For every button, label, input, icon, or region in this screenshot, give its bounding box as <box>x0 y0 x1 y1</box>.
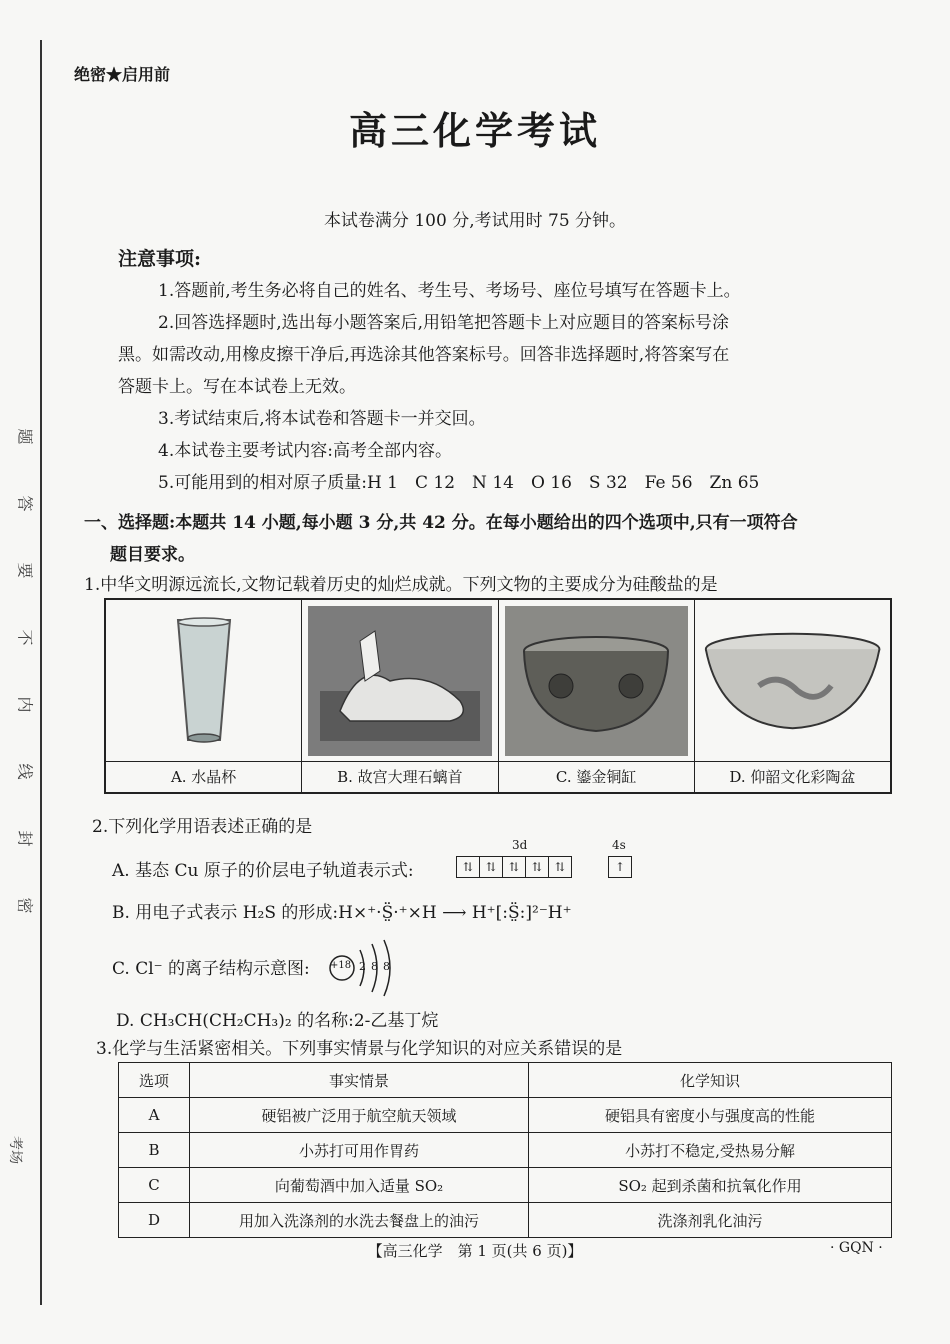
paper-code: · GQN · <box>830 1240 883 1256</box>
margin-char: 内 <box>15 696 35 713</box>
crystal-cup-image <box>112 606 295 756</box>
orbital-box: ↑ <box>608 856 632 878</box>
question-3-table <box>118 1062 892 1238</box>
question-2-option-b: B. 用电子式表示 H₂S 的形成:H×⁺·S̤̈·⁺×H ⟶ H⁺[:S̤̈:]²⁻H⁺ <box>112 903 572 923</box>
shell-count: 2 <box>359 960 366 973</box>
table-cell: 硬铝具有密度小与强度高的性能 <box>529 1098 892 1133</box>
table-cell: C <box>119 1168 190 1203</box>
table-cell: SO₂ 起到杀菌和抗氧化作用 <box>529 1168 892 1203</box>
notice-line: 4.本试卷主要考试内容:高考全部内容。 <box>158 441 452 461</box>
table-cell: 小苏打可用作胃药 <box>190 1133 529 1168</box>
table-cell: D <box>119 1203 190 1238</box>
notice-line: 黑。如需改动,用橡皮擦干净后,再选涂其他答案标号。回答非选择题时,将答案写在 <box>118 345 730 365</box>
margin-char: 答 <box>15 495 35 512</box>
notice-heading: 注意事项: <box>118 248 202 270</box>
orbital-box: ⇅ <box>479 856 503 878</box>
option-d-caption: D. 仰韶文化彩陶盆 <box>695 761 890 792</box>
table-cell: 用加入洗涤剂的水洗去餐盘上的油污 <box>190 1203 529 1238</box>
option-a-caption: A. 水晶杯 <box>106 761 301 792</box>
section-heading: 一、选择题:本题共 14 小题,每小题 3 分,共 42 分。在每小题给出的四个选项中,只有一项符合 <box>84 513 798 533</box>
marble-gargoyle-image <box>308 606 491 756</box>
orbital-4s-box <box>608 856 631 878</box>
question-2-option-c: C. Cl⁻ 的离子结构示意图: <box>112 959 310 979</box>
table-header-row <box>119 1063 892 1098</box>
notice-line: 3.考试结束后,将本试卷和答题卡一并交回。 <box>158 409 486 429</box>
margin-char: 题 <box>15 428 35 445</box>
orbital-3d-label: 3d <box>512 838 528 852</box>
orbital-box: ⇅ <box>525 856 549 878</box>
question-1-stem: 1.中华文明源远流长,文物记载着历史的灿烂成就。下列文物的主要成分为硅酸盐的是 <box>84 575 718 595</box>
exam-title: 高三化学考试 <box>348 108 601 153</box>
artifact-image-table <box>104 598 892 794</box>
table-header-cell: 化学知识 <box>529 1063 892 1098</box>
table-cell: 向葡萄酒中加入适量 SO₂ <box>190 1168 529 1203</box>
table-cell: 硬铝被广泛用于航空航天领域 <box>190 1098 529 1133</box>
shell-count: 8 <box>383 960 390 973</box>
margin-char: 封 <box>15 830 35 847</box>
orbital-box: ⇅ <box>502 856 526 878</box>
notice-line: 5.可能用到的相对原子质量:H 1 C 12 N 14 O 16 S 32 Fe 56 Zn 65 <box>158 473 760 493</box>
table-row <box>119 1203 892 1238</box>
table-header-cell: 事实情景 <box>190 1063 529 1098</box>
shell-count: 8 <box>371 960 378 973</box>
question-2-option-d: D. CH₃CH(CH₂CH₃)₂ 的名称:2-乙基丁烷 <box>116 1011 439 1031</box>
table-cell: B <box>119 1133 190 1168</box>
artifact-cell-c <box>499 600 695 792</box>
table-cell: 小苏打不稳定,受热易分解 <box>529 1133 892 1168</box>
margin-char: 要 <box>15 562 35 579</box>
orbital-box: ⇅ <box>456 856 480 878</box>
nucleus-charge: +18 <box>330 960 352 971</box>
section-heading-cont: 题目要求。 <box>110 545 195 565</box>
margin-char: 密 <box>15 897 35 914</box>
margin-char: 不 <box>15 629 35 646</box>
question-2-option-a: A. 基态 Cu 原子的价层电子轨道表示式: <box>112 861 414 881</box>
artifact-cell-a <box>106 600 302 792</box>
table-row <box>119 1168 892 1203</box>
notice-line: 2.回答选择题时,选出每小题答案后,用铅笔把答题卡上对应题目的答案标号涂 <box>158 313 730 333</box>
artifact-cell-d <box>695 600 890 792</box>
option-c-caption: C. 鎏金铜缸 <box>499 761 694 792</box>
binding-margin-text <box>14 425 38 917</box>
table-row <box>119 1133 892 1168</box>
table-row <box>119 1098 892 1133</box>
orbital-4s-label: 4s <box>612 838 626 852</box>
notice-line: 1.答题前,考生务必将自己的姓名、考生号、考场号、座位号填写在答题卡上。 <box>158 281 741 301</box>
page-footer: 【高三化学 第 1 页(共 6 页)】 <box>367 1242 583 1260</box>
margin-char: 线 <box>15 763 35 780</box>
orbital-3d-boxes <box>456 856 571 878</box>
question-2-stem: 2.下列化学用语表述正确的是 <box>92 817 313 837</box>
gilded-bronze-vat-image <box>505 606 688 756</box>
chloride-ion-diagram <box>328 938 408 998</box>
table-header-cell: 选项 <box>119 1063 190 1098</box>
notice-line: 答题卡上。写在本试卷上无效。 <box>118 377 356 397</box>
orbital-box: ⇅ <box>548 856 572 878</box>
artifact-cell-b <box>302 600 498 792</box>
table-cell: 洗涤剂乳化油污 <box>529 1203 892 1238</box>
exam-subtitle: 本试卷满分 100 分,考试用时 75 分钟。 <box>323 211 627 231</box>
painted-pottery-basin-image <box>701 606 884 756</box>
margin-corner-label: 考场 <box>7 1136 23 1164</box>
confidential-label: 绝密★启用前 <box>74 65 171 84</box>
option-b-caption: B. 故宫大理石螭首 <box>302 761 497 792</box>
table-cell: A <box>119 1098 190 1133</box>
question-3-stem: 3.化学与生活紧密相关。下列事实情景与化学知识的对应关系错误的是 <box>96 1039 623 1059</box>
